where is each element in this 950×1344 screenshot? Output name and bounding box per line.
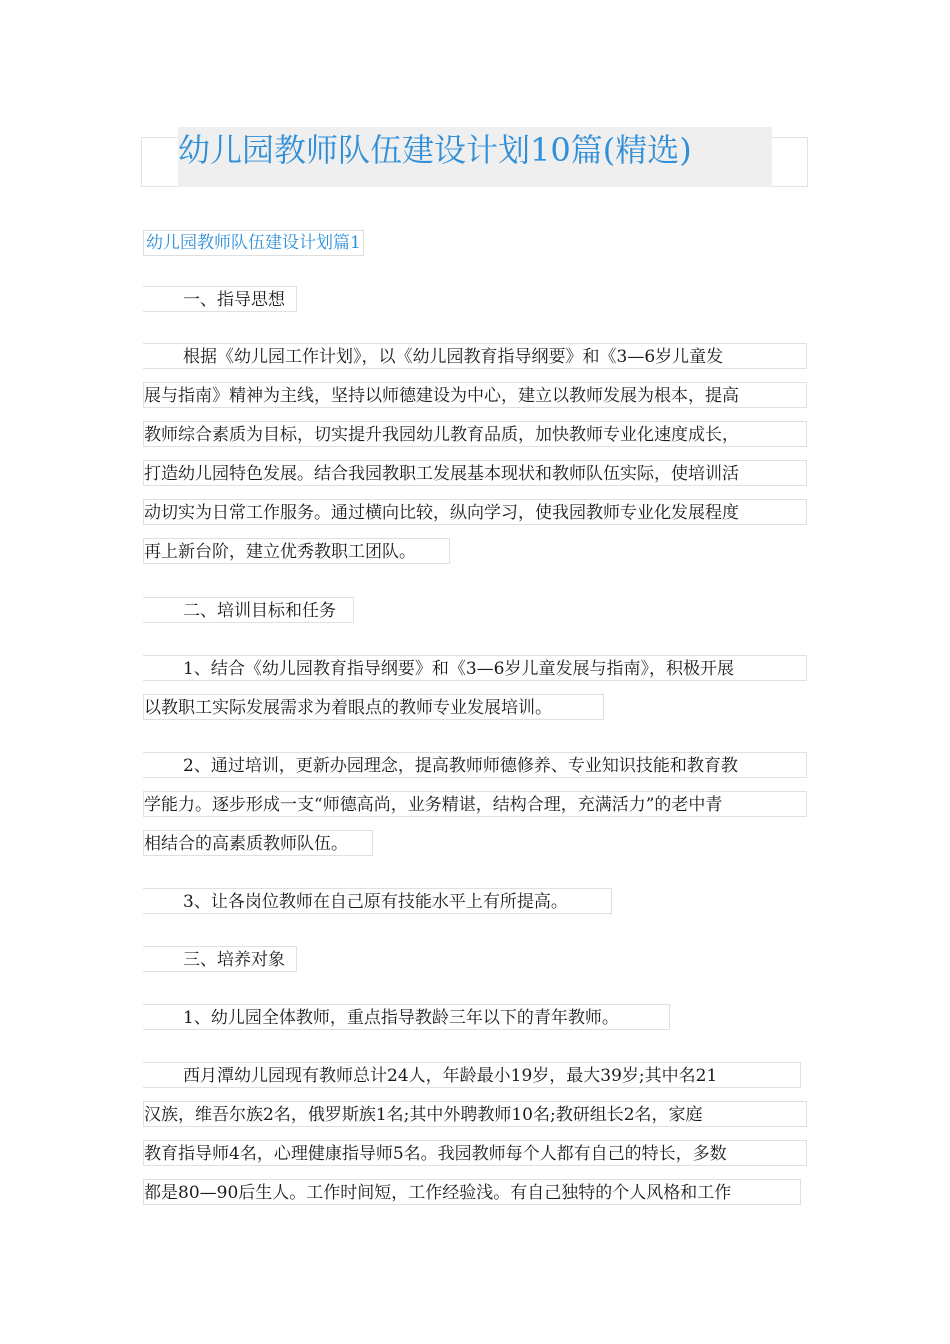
paragraph-line: 都是80—90后生人。工作时间短，工作经验浅。有自己独特的个人风格和工作 [143,1179,801,1205]
paragraph-line: 西月潭幼儿园现有教师总计24人，年龄最小19岁，最大39岁;其中名21 [143,1062,801,1088]
paragraph-line: 打造幼儿园特色发展。结合我园教职工发展基本现状和教师队伍实际，使培训活 [143,460,807,486]
paragraph-line: 教育指导师4名，心理健康指导师5名。我园教师每个人都有自己的特长，多数 [143,1140,807,1166]
paragraph-line: 动切实为日常工作服务。通过横向比较，纵向学习，使我园教师专业化发展程度 [143,499,807,525]
paragraph-line: 3、让各岗位教师在自己原有技能水平上有所提高。 [143,888,612,914]
heading-training-goals: 二、培训目标和任务 [143,597,354,623]
paragraph-line: 相结合的高素质教师队伍。 [143,830,373,856]
heading-guiding-thought: 一、指导思想 [143,286,297,312]
paragraph-line: 教师综合素质为目标，切实提升我园幼儿教育品质，加快教师专业化速度成长， [143,421,807,447]
paragraph-line: 1、幼儿园全体教师，重点指导教龄三年以下的青年教师。 [143,1004,670,1030]
paragraph-line: 汉族，维吾尔族2名，俄罗斯族1名;其中外聘教师10名;教研组长2名，家庭 [143,1101,807,1127]
section-subtitle: 幼儿园教师队伍建设计划篇1 [143,230,364,256]
paragraph-line: 1、结合《幼儿园教育指导纲要》和《3—6岁儿童发展与指南》，积极开展 [143,655,807,681]
paragraph-line: 以教职工实际发展需求为着眼点的教师专业发展培训。 [143,694,604,720]
paragraph-line: 2、通过培训，更新办园理念，提高教师师德修养、专业知识技能和教育教 [143,752,807,778]
document-title: 幼儿园教师队伍建设计划10篇(精选) [178,131,692,169]
heading-training-targets: 三、培养对象 [143,946,297,972]
paragraph-line: 展与指南》精神为主线，坚持以师德建设为中心，建立以教师发展为根本，提高 [143,382,807,408]
paragraph-line: 再上新台阶，建立优秀教职工团队。 [143,538,450,564]
paragraph-line: 学能力。逐步形成一支“师德高尚，业务精谌，结构合理，充满活力”的老中青 [143,791,807,817]
paragraph-line: 根据《幼儿园工作计划》，以《幼儿园教育指导纲要》和《3—6岁儿童发 [143,343,807,369]
